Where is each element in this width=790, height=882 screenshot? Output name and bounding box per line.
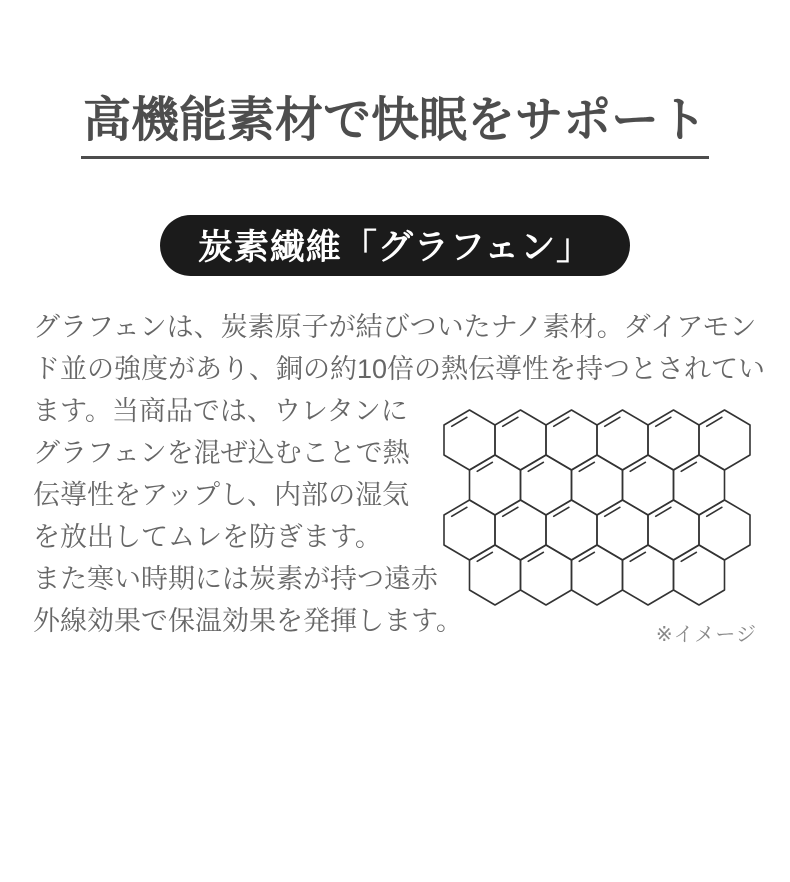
body-text-line: また寒い時期には炭素が持つ遠赤 — [33, 563, 438, 594]
graphene-structure-figure — [443, 409, 757, 647]
header — [0, 92, 790, 159]
badge-row — [0, 215, 790, 276]
page-title: 高機能素材で快眠をサポート — [81, 92, 709, 159]
description-section — [0, 306, 790, 646]
material-name-badge: 炭素繊維「グラフェン」 — [160, 215, 630, 276]
body-text-line: 伝導性をアップし、内部の湿気 — [33, 479, 410, 510]
figure-caption: ※イメージ — [655, 623, 757, 646]
graphene-lattice-illustration — [443, 409, 751, 606]
product-description-panel — [0, 92, 790, 882]
body-text-line: を放出してムレを防ぎます。 — [33, 521, 382, 552]
body-text-line: グラフェンは、炭素原子が結びついたナノ素材。ダイアモン — [33, 311, 757, 342]
body-text-line: 外線効果で保温効果を発揮します。 — [33, 605, 463, 636]
body-text-line: グラフェンを混ぜ込むことで熱 — [33, 437, 410, 468]
body-text-line: ます。当商品では、ウレタンに — [33, 395, 408, 426]
body-text-line: ド並の強度があり、銅の約10倍の熱伝導性を持つとされてい — [33, 353, 766, 384]
